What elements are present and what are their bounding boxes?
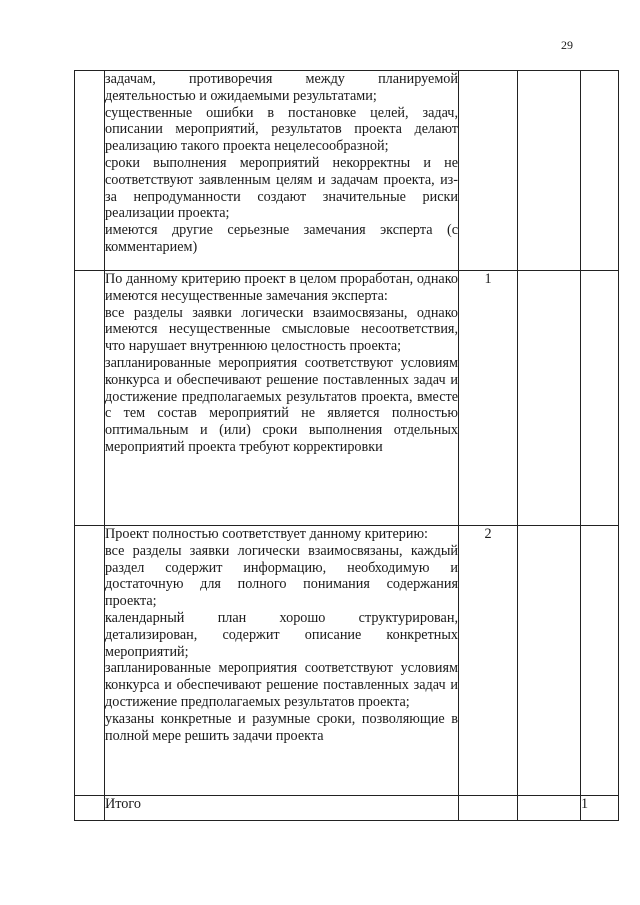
total-value: 1 xyxy=(581,796,619,821)
empty-cell xyxy=(581,271,619,526)
description-line: все разделы заявки логически взаимосвязаны, каждый раздел содержит информацию, необходимую и достаточную для полного понимания содержания проекта; xyxy=(105,542,458,610)
description-line: запланированные мероприятия соответствуют условиям конкурса и обеспечивают решение поставленных задач и достижение предполагаемых результатов проекта; xyxy=(105,660,458,710)
table-row xyxy=(75,526,619,796)
description-line: запланированные мероприятия соответствуют условиям конкурса и обеспечивают решение поставленных задач и достижение предполагаемых результатов проекта, вместе с тем состав мероприятий не является полностью оптимальным и (или) сроки выполнения отдельных мероприятий проекта требуют корректировки xyxy=(105,354,458,455)
total-label: Итого xyxy=(105,796,459,821)
description-line: существенные ошибки в постановке целей, задач, описании мероприятий, результатов проекта делают реализацию такого проекта нецелесообразной; xyxy=(105,104,458,155)
description-line: сроки выполнения мероприятий некорректны и не соответствуют заявленным целям и задачам проекта, из-за непродуманности создают значительные риски реализации проекта; xyxy=(105,154,458,222)
page-number: 29 xyxy=(561,38,573,52)
number-cell xyxy=(75,796,105,821)
empty-cell xyxy=(518,796,581,821)
empty-cell xyxy=(581,71,619,271)
empty-cell xyxy=(518,71,581,271)
description-line: задачам, противоречия между планируемой деятельностью и ожидаемыми результатами; xyxy=(105,71,458,104)
number-cell xyxy=(75,271,105,526)
description-line: имеются другие серьезные замечания эксперта (с комментарием) xyxy=(105,222,458,255)
criterion-description-cell xyxy=(105,526,459,796)
empty-cell xyxy=(518,526,581,796)
score-cell xyxy=(459,71,518,271)
description-line: все разделы заявки логически взаимосвязаны, однако имеются несущественные смысловые несоответствия, что нарушает внутреннюю целостность проекта; xyxy=(105,304,458,355)
total-row xyxy=(75,796,619,821)
score-cell: 2 xyxy=(459,526,518,796)
table-row xyxy=(75,271,619,526)
criteria-table xyxy=(74,70,619,821)
score-cell: 1 xyxy=(459,271,518,526)
number-cell xyxy=(75,526,105,796)
description-line: указаны конкретные и разумные сроки, позволяющие в полной мере решить задачи проекта xyxy=(105,710,458,744)
criterion-description-cell xyxy=(105,271,459,526)
empty-cell xyxy=(459,796,518,821)
criterion-description-cell xyxy=(105,71,459,271)
empty-cell xyxy=(581,526,619,796)
description-line: календарный план хорошо структурирован, детализирован, содержит описание конкретных мероприятий; xyxy=(105,609,458,660)
table-row xyxy=(75,71,619,271)
empty-cell xyxy=(518,271,581,526)
number-cell xyxy=(75,71,105,271)
description-line: По данному критерию проект в целом проработан, однако имеются несущественные замечания эксперта: xyxy=(105,271,458,304)
description-line: Проект полностью соответствует данному критерию: xyxy=(105,526,428,542)
